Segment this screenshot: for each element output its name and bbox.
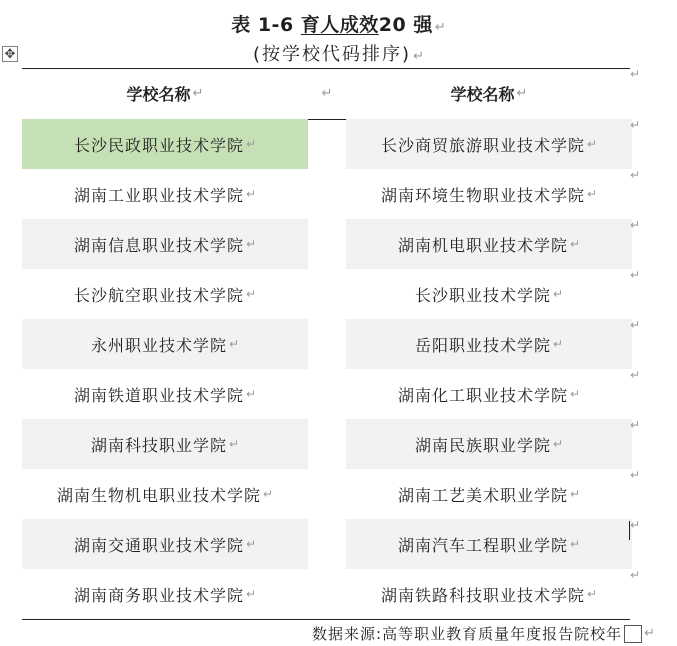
school-name: 长沙职业技术学院 — [414, 285, 551, 305]
school-name: 湖南工艺美术职业学院 — [397, 485, 568, 505]
paragraph-mark-icon: ↵ — [434, 20, 446, 35]
table-cell-left[interactable] — [22, 519, 308, 569]
school-name: 长沙航空职业技术学院 — [73, 285, 244, 305]
table-title — [0, 10, 677, 37]
paragraph-mark-icon: ↵ — [586, 187, 598, 201]
row-end-mark-icon: ↵ — [630, 218, 641, 232]
school-table — [22, 68, 630, 620]
school-name: 湖南交通职业技术学院 — [73, 535, 244, 555]
table-cell-right[interactable] — [346, 319, 632, 369]
selection-box-icon[interactable] — [624, 625, 642, 643]
paragraph-mark-icon: ↵ — [569, 387, 581, 401]
text-cursor — [629, 521, 630, 540]
subtitle-text: (按学校代码排序) — [253, 44, 412, 65]
school-name: 湖南铁道职业技术学院 — [73, 385, 244, 405]
row-end-mark-icon: ↵ — [630, 368, 641, 382]
source-text: 数据来源:高等职业教育质量年度报告院校年 — [312, 625, 623, 643]
paragraph-mark-icon: ↵ — [586, 587, 598, 601]
school-name: 湖南汽车工程职业学院 — [397, 535, 568, 555]
table-cell-right[interactable] — [346, 519, 632, 569]
paragraph-mark-icon: ↵ — [245, 287, 257, 301]
row-end-mark-icon: ↵ — [630, 268, 641, 282]
school-name: 湖南环境生物职业技术学院 — [380, 185, 585, 205]
table-column-right — [346, 68, 632, 619]
paragraph-mark-icon: ↵ — [245, 137, 257, 151]
title-suffix: 20 强 — [378, 14, 433, 36]
school-name: 湖南商务职业技术学院 — [73, 585, 244, 605]
table-cell-left[interactable] — [22, 369, 308, 419]
paragraph-mark-icon: ↵ — [262, 487, 274, 501]
header-label: 学校名称 — [126, 85, 191, 104]
row-end-mark-icon: ↵ — [630, 118, 641, 132]
school-name: 湖南工业职业技术学院 — [73, 185, 244, 205]
header-cell-right[interactable] — [346, 68, 632, 119]
row-end-mark-icon: ↵ — [630, 67, 641, 81]
paragraph-mark-icon: ↵ — [228, 337, 240, 351]
table-cell-right[interactable] — [346, 419, 632, 469]
paragraph-mark-icon: ↵ — [552, 437, 564, 451]
school-name: 湖南民族职业学院 — [414, 435, 551, 455]
school-name: 长沙商贸旅游职业技术学院 — [380, 135, 585, 155]
school-name: 湖南机电职业技术学院 — [397, 235, 568, 255]
paragraph-mark-icon: ↵ — [228, 437, 240, 451]
table-cell-left[interactable] — [22, 219, 308, 269]
header-spacer-cell: ↵ — [321, 86, 333, 101]
title-prefix: 表 1-6 — [231, 14, 301, 36]
school-name: 湖南生物机电职业技术学院 — [56, 485, 261, 505]
table-cell-left[interactable] — [22, 419, 308, 469]
row-end-mark-icon: ↵ — [630, 518, 641, 532]
school-name: 湖南铁路科技职业技术学院 — [380, 585, 585, 605]
paragraph-mark-icon: ↵ — [586, 137, 598, 151]
paragraph-mark-icon: ↵ — [245, 187, 257, 201]
table-cell-left[interactable] — [22, 469, 308, 519]
row-end-marks — [630, 68, 650, 619]
row-end-mark-icon: ↵ — [630, 418, 641, 432]
table-move-handle-icon[interactable]: ✥ — [2, 46, 18, 62]
table-cell-left[interactable] — [22, 569, 308, 619]
table-subtitle — [0, 40, 677, 66]
row-end-mark-icon: ↵ — [630, 318, 641, 332]
table-cell-left[interactable] — [22, 119, 308, 169]
title-underlined-text: 育人成效 — [300, 14, 379, 36]
table-cell-right[interactable] — [346, 469, 632, 519]
school-name: 湖南科技职业学院 — [90, 435, 227, 455]
paragraph-mark-icon: ↵ — [552, 337, 564, 351]
data-source-note — [312, 623, 655, 644]
table-cell-right[interactable] — [346, 269, 632, 319]
table-column-left — [22, 68, 308, 619]
paragraph-mark-icon: ↵ — [569, 237, 581, 251]
row-end-mark-icon: ↵ — [630, 468, 641, 482]
paragraph-mark-icon: ↵ — [552, 287, 564, 301]
table-cell-left[interactable] — [22, 269, 308, 319]
paragraph-mark-icon: ↵ — [192, 86, 204, 101]
paragraph-mark-icon: ↵ — [569, 537, 581, 551]
paragraph-mark-icon: ↵ — [516, 86, 528, 101]
row-end-mark-icon: ↵ — [630, 568, 641, 582]
school-name: 长沙民政职业技术学院 — [73, 135, 244, 155]
school-name: 岳阳职业技术学院 — [414, 335, 551, 355]
paragraph-mark-icon: ↵ — [245, 587, 257, 601]
table-cell-right[interactable] — [346, 569, 632, 619]
row-end-mark-icon: ↵ — [630, 168, 641, 182]
table-cell-right[interactable] — [346, 169, 632, 219]
paragraph-mark-icon: ↵ — [245, 237, 257, 251]
paragraph-mark-icon: ↵ — [245, 537, 257, 551]
paragraph-mark-icon: ↵ — [569, 487, 581, 501]
header-label: 学校名称 — [450, 85, 515, 104]
table-cell-left[interactable] — [22, 169, 308, 219]
paragraph-mark-icon: ↵ — [644, 626, 655, 641]
header-cell-left[interactable] — [22, 68, 308, 119]
paragraph-mark-icon: ↵ — [413, 49, 424, 64]
school-name: 永州职业技术学院 — [90, 335, 227, 355]
school-name: 湖南化工职业技术学院 — [397, 385, 568, 405]
table-cell-right[interactable] — [346, 219, 632, 269]
table-cell-right[interactable] — [346, 369, 632, 419]
paragraph-mark-icon: ↵ — [245, 387, 257, 401]
table-cell-right[interactable] — [346, 119, 632, 169]
table-cell-left[interactable] — [22, 319, 308, 369]
school-name: 湖南信息职业技术学院 — [73, 235, 244, 255]
